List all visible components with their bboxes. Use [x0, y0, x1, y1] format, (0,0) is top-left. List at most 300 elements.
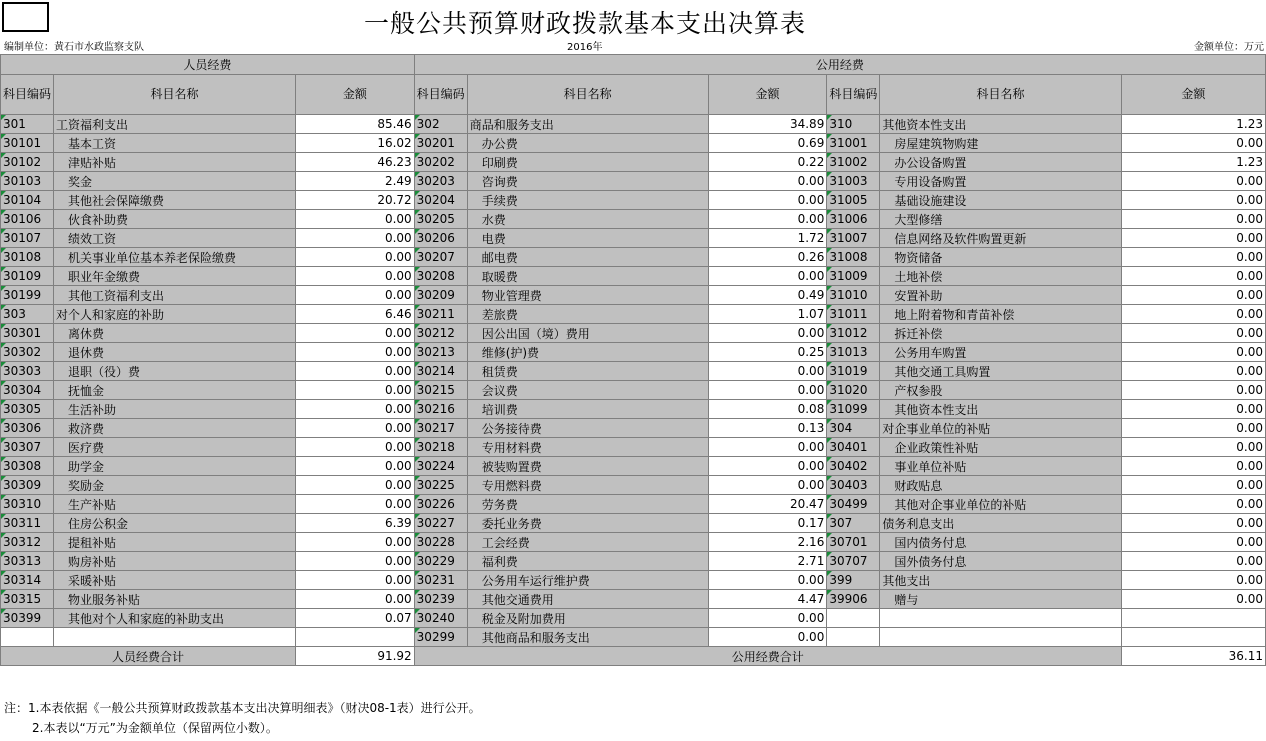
- cell-amount[interactable]: 0.00: [296, 495, 415, 514]
- cell-name[interactable]: 办公设备购置: [880, 153, 1121, 172]
- cell-name[interactable]: 咨询费: [467, 172, 708, 191]
- cell-name[interactable]: 公务用车购置: [880, 343, 1121, 362]
- cell-amount[interactable]: 0.25: [708, 343, 827, 362]
- cell-code[interactable]: 30108: [1, 248, 54, 267]
- table-row: [1, 571, 1266, 590]
- cell-amount[interactable]: 0.00: [1121, 229, 1265, 248]
- cell-name[interactable]: 其他商品和服务支出: [467, 628, 708, 647]
- cell-code[interactable]: 31011: [827, 305, 880, 324]
- cell-code[interactable]: 39906: [827, 590, 880, 609]
- cell-code[interactable]: 31002: [827, 153, 880, 172]
- table-row: [1, 324, 1266, 343]
- cell-amount[interactable]: 20.72: [296, 191, 415, 210]
- cell-name[interactable]: [880, 628, 1121, 647]
- cell-code[interactable]: 30212: [414, 324, 467, 343]
- cell-name[interactable]: 会议费: [467, 381, 708, 400]
- cell-code[interactable]: 30199: [1, 286, 54, 305]
- cell-amount[interactable]: 0.00: [296, 210, 415, 229]
- cell-code[interactable]: 30207: [414, 248, 467, 267]
- note-1: 注：1.本表依据《一般公共预算财政拨款基本支出决算明细表》（财决08-1表）进行公开。: [4, 701, 481, 715]
- cell-amount[interactable]: 0.00: [708, 172, 827, 191]
- cell-amount[interactable]: 0.00: [1121, 419, 1265, 438]
- cell-code[interactable]: 30214: [414, 362, 467, 381]
- table-row: [1, 457, 1266, 476]
- cell-amount[interactable]: [1121, 628, 1265, 647]
- cell-code[interactable]: 30310: [1, 495, 54, 514]
- cell-name[interactable]: 福利费: [467, 552, 708, 571]
- cell-code[interactable]: 30213: [414, 343, 467, 362]
- header-amount: 金额: [296, 75, 415, 115]
- cell-name[interactable]: [54, 628, 296, 647]
- cell-code[interactable]: 30399: [1, 609, 54, 628]
- cell-name[interactable]: 取暖费: [467, 267, 708, 286]
- cell-code[interactable]: 30202: [414, 153, 467, 172]
- cell-amount[interactable]: 0.00: [1121, 400, 1265, 419]
- cell-code[interactable]: 399: [827, 571, 880, 590]
- table-row: [1, 590, 1266, 609]
- cell-amount[interactable]: 0.00: [1121, 590, 1265, 609]
- section-personnel: 人员经费: [1, 55, 415, 75]
- cell-code[interactable]: 30218: [414, 438, 467, 457]
- table-row: [1, 552, 1266, 571]
- public-total-value[interactable]: 36.11: [1121, 647, 1265, 666]
- cell-code[interactable]: 302: [414, 115, 467, 134]
- cell-code[interactable]: [1, 628, 54, 647]
- cell-name[interactable]: 财政贴息: [880, 476, 1121, 495]
- cell-amount[interactable]: 1.07: [708, 305, 827, 324]
- cell-name[interactable]: 公务接待费: [467, 419, 708, 438]
- cell-code[interactable]: 30306: [1, 419, 54, 438]
- cell-amount[interactable]: 6.46: [296, 305, 415, 324]
- cell-amount[interactable]: 0.69: [708, 134, 827, 153]
- cell-code[interactable]: 31007: [827, 229, 880, 248]
- cell-name[interactable]: 其他对企事业单位的补贴: [880, 495, 1121, 514]
- cell-amount[interactable]: 0.00: [296, 438, 415, 457]
- org-label: 编制单位：黄石市水政监察支队: [4, 42, 144, 53]
- cell-amount[interactable]: 0.00: [296, 324, 415, 343]
- personnel-total-value[interactable]: 91.92: [296, 647, 415, 666]
- cell-name[interactable]: 电费: [467, 229, 708, 248]
- table-row: [1, 381, 1266, 400]
- table-row: [1, 343, 1266, 362]
- cell-code[interactable]: 31003: [827, 172, 880, 191]
- cell-amount[interactable]: 0.00: [1121, 210, 1265, 229]
- cell-name[interactable]: 退休费: [54, 343, 296, 362]
- cell-code[interactable]: 30205: [414, 210, 467, 229]
- cell-name[interactable]: 对企事业单位的补贴: [880, 419, 1121, 438]
- header-code: 科目编码: [1, 75, 54, 115]
- cell-name[interactable]: 其他对个人和家庭的补助支出: [54, 609, 296, 628]
- cell-name[interactable]: [880, 609, 1121, 628]
- cell-name[interactable]: 大型修缮: [880, 210, 1121, 229]
- cell-code[interactable]: 31006: [827, 210, 880, 229]
- cell-code[interactable]: 30313: [1, 552, 54, 571]
- cell-code[interactable]: 31005: [827, 191, 880, 210]
- cell-code[interactable]: 30109: [1, 267, 54, 286]
- cell-name[interactable]: 其他工资福利支出: [54, 286, 296, 305]
- cell-amount[interactable]: 0.00: [296, 381, 415, 400]
- cell-amount[interactable]: 0.00: [1121, 343, 1265, 362]
- cell-amount[interactable]: 0.00: [708, 324, 827, 343]
- cell-amount[interactable]: 46.23: [296, 153, 415, 172]
- cell-amount[interactable]: 0.00: [708, 210, 827, 229]
- unit-label: 金额单位：万元: [1194, 42, 1264, 53]
- cell-amount[interactable]: 0.00: [708, 457, 827, 476]
- cell-code[interactable]: 30299: [414, 628, 467, 647]
- cell-amount[interactable]: 0.00: [1121, 476, 1265, 495]
- cell-code[interactable]: 30211: [414, 305, 467, 324]
- cell-name[interactable]: 物业管理费: [467, 286, 708, 305]
- cell-name[interactable]: 绩效工资: [54, 229, 296, 248]
- page-title: 一般公共预算财政拨款基本支出决算表: [363, 9, 806, 38]
- cell-amount[interactable]: 0.00: [296, 229, 415, 248]
- notes: [4, 698, 481, 738]
- cell-name[interactable]: 救济费: [54, 419, 296, 438]
- table-row: [1, 210, 1266, 229]
- cell-name[interactable]: 企业政策性补贴: [880, 438, 1121, 457]
- cell-amount[interactable]: 4.47: [708, 590, 827, 609]
- cell-code[interactable]: 30229: [414, 552, 467, 571]
- table-row: [1, 134, 1266, 153]
- table-row: [1, 495, 1266, 514]
- cell-name[interactable]: 委托业务费: [467, 514, 708, 533]
- cell-code[interactable]: 30239: [414, 590, 467, 609]
- cell-amount[interactable]: 0.00: [1121, 495, 1265, 514]
- cell-name[interactable]: 债务利息支出: [880, 514, 1121, 533]
- cell-amount[interactable]: 0.00: [296, 267, 415, 286]
- cell-amount[interactable]: 0.00: [296, 590, 415, 609]
- cell-amount[interactable]: 0.00: [296, 476, 415, 495]
- cell-amount[interactable]: 0.00: [296, 552, 415, 571]
- cell-amount[interactable]: 0.00: [1121, 362, 1265, 381]
- cell-name[interactable]: 国内债务付息: [880, 533, 1121, 552]
- note-2: 2.本表以“万元”为金额单位（保留两位小数）。: [32, 721, 278, 735]
- cell-name[interactable]: 物资储备: [880, 248, 1121, 267]
- cell-name[interactable]: 差旅费: [467, 305, 708, 324]
- cell-name[interactable]: 津贴补贴: [54, 153, 296, 172]
- cell-code[interactable]: 30215: [414, 381, 467, 400]
- cell-name[interactable]: 其他支出: [880, 571, 1121, 590]
- cell-amount[interactable]: 2.71: [708, 552, 827, 571]
- cell-name[interactable]: 采暖补贴: [54, 571, 296, 590]
- cell-code[interactable]: 30216: [414, 400, 467, 419]
- cell-code[interactable]: [827, 609, 880, 628]
- cell-code[interactable]: 30103: [1, 172, 54, 191]
- table-row: [1, 191, 1266, 210]
- cell-name[interactable]: 专用材料费: [467, 438, 708, 457]
- cell-name[interactable]: 安置补助: [880, 286, 1121, 305]
- cell-code[interactable]: 30309: [1, 476, 54, 495]
- header-name: 科目名称: [467, 75, 708, 115]
- cell-code[interactable]: 310: [827, 115, 880, 134]
- cell-amount[interactable]: 1.72: [708, 229, 827, 248]
- cell-name[interactable]: 其他资本性支出: [880, 115, 1121, 134]
- cell-name[interactable]: 事业单位补贴: [880, 457, 1121, 476]
- cell-code[interactable]: 30206: [414, 229, 467, 248]
- cell-code[interactable]: 30403: [827, 476, 880, 495]
- cell-amount[interactable]: 2.49: [296, 172, 415, 191]
- table-row: [1, 438, 1266, 457]
- cell-code[interactable]: [827, 628, 880, 647]
- cell-amount[interactable]: 0.00: [708, 381, 827, 400]
- table-row: [1, 172, 1266, 191]
- cell-amount[interactable]: 20.47: [708, 495, 827, 514]
- cell-code[interactable]: 31020: [827, 381, 880, 400]
- cell-name[interactable]: 劳务费: [467, 495, 708, 514]
- cell-amount[interactable]: 0.00: [1121, 248, 1265, 267]
- cell-name[interactable]: 离休费: [54, 324, 296, 343]
- cell-amount[interactable]: 0.00: [296, 343, 415, 362]
- header-name: 科目名称: [54, 75, 296, 115]
- cell-amount[interactable]: 2.16: [708, 533, 827, 552]
- cell-code[interactable]: 30104: [1, 191, 54, 210]
- cell-amount[interactable]: 1.23: [1121, 115, 1265, 134]
- cell-name[interactable]: 基本工资: [54, 134, 296, 153]
- cell-amount[interactable]: 0.00: [1121, 552, 1265, 571]
- cell-amount[interactable]: 0.00: [1121, 191, 1265, 210]
- cell-name[interactable]: 商品和服务支出: [467, 115, 708, 134]
- table-row: [1, 628, 1266, 647]
- cell-code[interactable]: 30401: [827, 438, 880, 457]
- cell-code[interactable]: 30304: [1, 381, 54, 400]
- cell-name[interactable]: 房屋建筑物购建: [880, 134, 1121, 153]
- cell-name[interactable]: 办公费: [467, 134, 708, 153]
- cell-amount[interactable]: 0.00: [1121, 324, 1265, 343]
- table-row: [1, 533, 1266, 552]
- cell-name[interactable]: 专用设备购置: [880, 172, 1121, 191]
- table-row: [1, 514, 1266, 533]
- public-total-label: 公用经费合计: [414, 647, 1121, 666]
- header-amount: 金额: [708, 75, 827, 115]
- cell-amount[interactable]: 0.08: [708, 400, 827, 419]
- cell-amount[interactable]: 0.00: [708, 191, 827, 210]
- cell-code[interactable]: 30402: [827, 457, 880, 476]
- cell-amount[interactable]: 0.00: [708, 571, 827, 590]
- cell-name[interactable]: 被装购置费: [467, 457, 708, 476]
- cell-amount[interactable]: 0.26: [708, 248, 827, 267]
- cell-name[interactable]: 水费: [467, 210, 708, 229]
- cell-code[interactable]: 30227: [414, 514, 467, 533]
- cell-name[interactable]: 职业年金缴费: [54, 267, 296, 286]
- cell-code[interactable]: 30217: [414, 419, 467, 438]
- cell-amount[interactable]: 0.00: [1121, 438, 1265, 457]
- cell-amount[interactable]: 0.00: [708, 438, 827, 457]
- cell-code[interactable]: 31013: [827, 343, 880, 362]
- cell-amount[interactable]: 0.00: [296, 533, 415, 552]
- cell-code[interactable]: 30231: [414, 571, 467, 590]
- cell-amount[interactable]: 0.00: [1121, 286, 1265, 305]
- cell-code[interactable]: 31008: [827, 248, 880, 267]
- cell-amount[interactable]: 16.02: [296, 134, 415, 153]
- cell-code[interactable]: 30315: [1, 590, 54, 609]
- cell-name[interactable]: 其他资本性支出: [880, 400, 1121, 419]
- cell-name[interactable]: 邮电费: [467, 248, 708, 267]
- cell-amount[interactable]: [1121, 609, 1265, 628]
- cell-code[interactable]: 30302: [1, 343, 54, 362]
- cell-amount[interactable]: 0.22: [708, 153, 827, 172]
- cell-name[interactable]: 手续费: [467, 191, 708, 210]
- cell-amount[interactable]: 0.00: [1121, 533, 1265, 552]
- cell-name[interactable]: 助学金: [54, 457, 296, 476]
- cell-amount[interactable]: 0.00: [1121, 571, 1265, 590]
- table-row: [1, 229, 1266, 248]
- cell-name[interactable]: 奖励金: [54, 476, 296, 495]
- cell-amount[interactable]: 0.00: [296, 286, 415, 305]
- cell-name[interactable]: 购房补贴: [54, 552, 296, 571]
- cell-name[interactable]: 国外债务付息: [880, 552, 1121, 571]
- personnel-total-label: 人员经费合计: [1, 647, 296, 666]
- table-row: [1, 286, 1266, 305]
- cell-name[interactable]: 基础设施建设: [880, 191, 1121, 210]
- cell-code[interactable]: 31019: [827, 362, 880, 381]
- cell-name[interactable]: 工会经费: [467, 533, 708, 552]
- cell-name[interactable]: 土地补偿: [880, 267, 1121, 286]
- table-row: [1, 153, 1266, 172]
- cell-name[interactable]: 信息网络及软件购置更新: [880, 229, 1121, 248]
- cell-amount[interactable]: 0.07: [296, 609, 415, 628]
- cell-code[interactable]: 303: [1, 305, 54, 324]
- cell-code[interactable]: 30226: [414, 495, 467, 514]
- cell-amount[interactable]: 0.00: [1121, 134, 1265, 153]
- expenditure-table: [0, 54, 1266, 666]
- cell-name[interactable]: 机关事业单位基本养老保险缴费: [54, 248, 296, 267]
- cell-amount[interactable]: 0.00: [296, 400, 415, 419]
- cell-code[interactable]: 30314: [1, 571, 54, 590]
- cell-amount[interactable]: 0.00: [708, 267, 827, 286]
- cell-code[interactable]: 307: [827, 514, 880, 533]
- cell-name[interactable]: 伙食补助费: [54, 210, 296, 229]
- cell-name[interactable]: 抚恤金: [54, 381, 296, 400]
- cell-code[interactable]: 30225: [414, 476, 467, 495]
- cell-name[interactable]: 拆迁补偿: [880, 324, 1121, 343]
- cell-name[interactable]: 维修(护)费: [467, 343, 708, 362]
- cell-amount[interactable]: [296, 628, 415, 647]
- table-row: [1, 609, 1266, 628]
- header-name: 科目名称: [880, 75, 1121, 115]
- cell-code[interactable]: 31001: [827, 134, 880, 153]
- cell-name[interactable]: 退职（役）费: [54, 362, 296, 381]
- cell-amount[interactable]: 0.00: [1121, 305, 1265, 324]
- cell-name[interactable]: 工资福利支出: [54, 115, 296, 134]
- year-label: 2016年: [567, 42, 603, 53]
- cell-name[interactable]: 物业服务补贴: [54, 590, 296, 609]
- cell-code[interactable]: 31010: [827, 286, 880, 305]
- cell-amount[interactable]: 0.00: [1121, 514, 1265, 533]
- section-public: 公用经费: [414, 55, 1265, 75]
- cell-name[interactable]: 生活补助: [54, 400, 296, 419]
- cell-name[interactable]: 其他社会保障缴费: [54, 191, 296, 210]
- cell-name[interactable]: 赠与: [880, 590, 1121, 609]
- cell-code[interactable]: 30204: [414, 191, 467, 210]
- cell-name[interactable]: 公务用车运行维护费: [467, 571, 708, 590]
- cell-code[interactable]: 30203: [414, 172, 467, 191]
- cell-name[interactable]: 专用燃料费: [467, 476, 708, 495]
- cell-name[interactable]: 提租补贴: [54, 533, 296, 552]
- cell-amount[interactable]: 0.00: [708, 476, 827, 495]
- cell-code[interactable]: 30107: [1, 229, 54, 248]
- cell-name[interactable]: 税金及附加费用: [467, 609, 708, 628]
- cell-amount[interactable]: 0.00: [708, 609, 827, 628]
- cell-name[interactable]: 奖金: [54, 172, 296, 191]
- cell-code[interactable]: 30224: [414, 457, 467, 476]
- cell-amount[interactable]: 0.00: [296, 248, 415, 267]
- cell-amount[interactable]: 0.00: [1121, 172, 1265, 191]
- table-row: [1, 419, 1266, 438]
- cell-amount[interactable]: 6.39: [296, 514, 415, 533]
- cell-name[interactable]: 其他交通工具购置: [880, 362, 1121, 381]
- cell-name[interactable]: 产权参股: [880, 381, 1121, 400]
- table-row: [1, 305, 1266, 324]
- cell-code[interactable]: 30707: [827, 552, 880, 571]
- table-row: [1, 248, 1266, 267]
- cell-name[interactable]: 租赁费: [467, 362, 708, 381]
- cell-code[interactable]: 304: [827, 419, 880, 438]
- cell-code[interactable]: 30499: [827, 495, 880, 514]
- cell-code[interactable]: 30307: [1, 438, 54, 457]
- cell-code[interactable]: 30209: [414, 286, 467, 305]
- cell-amount[interactable]: 0.00: [1121, 381, 1265, 400]
- cell-amount[interactable]: 1.23: [1121, 153, 1265, 172]
- cell-code[interactable]: 30101: [1, 134, 54, 153]
- cell-amount[interactable]: 0.00: [1121, 267, 1265, 286]
- cell-code[interactable]: 30240: [414, 609, 467, 628]
- cell-name[interactable]: 地上附着物和青苗补偿: [880, 305, 1121, 324]
- table-row: [1, 362, 1266, 381]
- table-row: [1, 267, 1266, 286]
- header-code: 科目编码: [414, 75, 467, 115]
- cell-amount[interactable]: 0.13: [708, 419, 827, 438]
- cell-code[interactable]: 30311: [1, 514, 54, 533]
- cell-amount[interactable]: 34.89: [708, 115, 827, 134]
- cell-code[interactable]: 30102: [1, 153, 54, 172]
- cell-name[interactable]: 因公出国（境）费用: [467, 324, 708, 343]
- cell-amount[interactable]: 0.17: [708, 514, 827, 533]
- cell-amount[interactable]: 0.49: [708, 286, 827, 305]
- cell-amount[interactable]: 0.00: [296, 419, 415, 438]
- cell-amount[interactable]: 0.00: [1121, 457, 1265, 476]
- cell-code[interactable]: 30301: [1, 324, 54, 343]
- cell-name[interactable]: 医疗费: [54, 438, 296, 457]
- cell-name[interactable]: 培训费: [467, 400, 708, 419]
- table-row: [1, 115, 1266, 134]
- cell-name[interactable]: 对个人和家庭的补助: [54, 305, 296, 324]
- cell-code[interactable]: 301: [1, 115, 54, 134]
- cell-name[interactable]: 其他交通费用: [467, 590, 708, 609]
- cell-name[interactable]: 生产补贴: [54, 495, 296, 514]
- cell-code[interactable]: 30303: [1, 362, 54, 381]
- cell-code[interactable]: 31099: [827, 400, 880, 419]
- cell-code[interactable]: 30701: [827, 533, 880, 552]
- cell-code[interactable]: 30208: [414, 267, 467, 286]
- cell-amount[interactable]: 0.00: [296, 457, 415, 476]
- cell-amount[interactable]: 85.46: [296, 115, 415, 134]
- cell-code[interactable]: 30228: [414, 533, 467, 552]
- cell-code[interactable]: 30201: [414, 134, 467, 153]
- cell-amount[interactable]: 0.00: [708, 362, 827, 381]
- cell-code[interactable]: 31012: [827, 324, 880, 343]
- cell-amount[interactable]: 0.00: [296, 571, 415, 590]
- cell-code[interactable]: 30106: [1, 210, 54, 229]
- cell-amount[interactable]: 0.00: [296, 362, 415, 381]
- totals-row: [1, 647, 1266, 666]
- cell-name[interactable]: 住房公积金: [54, 514, 296, 533]
- cell-code[interactable]: 31009: [827, 267, 880, 286]
- cell-code[interactable]: 30308: [1, 457, 54, 476]
- cell-code[interactable]: 30312: [1, 533, 54, 552]
- cell-code[interactable]: 30305: [1, 400, 54, 419]
- cell-name[interactable]: 印刷费: [467, 153, 708, 172]
- cell-amount[interactable]: 0.00: [708, 628, 827, 647]
